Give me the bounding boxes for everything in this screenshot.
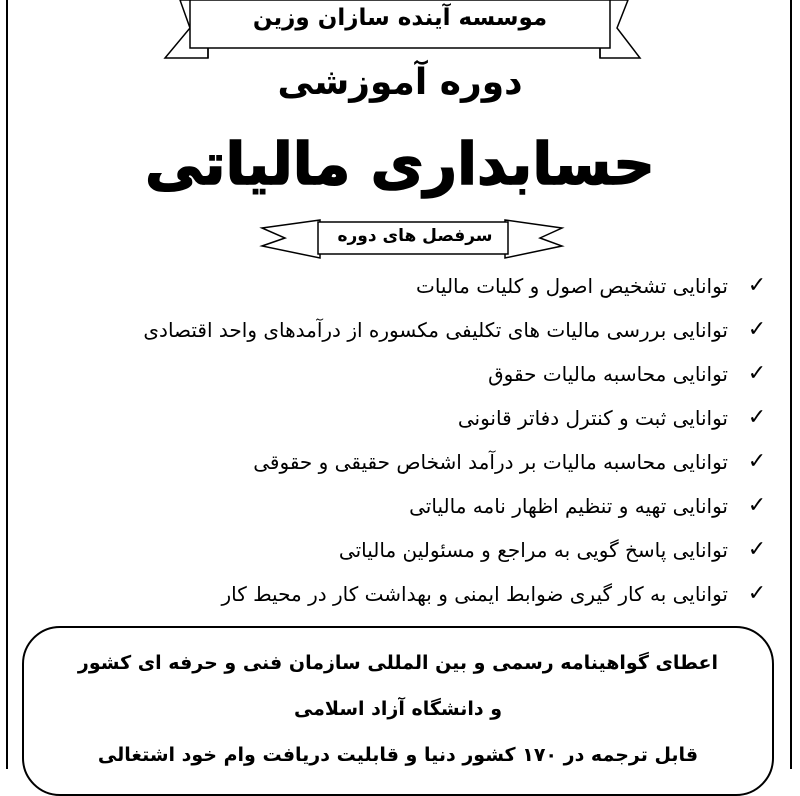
list-item (32, 572, 772, 616)
check-mark-icon: ✓ (747, 449, 767, 474)
headings-label: سرفصل های دوره (337, 226, 493, 246)
headings-ribbon-right-tail (505, 220, 562, 258)
list-item (32, 440, 772, 484)
list-item (32, 396, 772, 440)
topic-text: توانایی ثبت و کنترل دفاتر قانونی (457, 406, 728, 430)
check-mark-icon: ✓ (747, 581, 767, 606)
check-mark-icon: ✓ (747, 361, 767, 386)
check-mark-icon: ✓ (747, 493, 767, 518)
topic-text: توانایی پاسخ گویی به مراجع و مسئولین مالیاتی (338, 538, 728, 562)
topics-list (32, 264, 772, 616)
course-title: حسابداری مالیاتی (145, 130, 655, 198)
list-item (32, 352, 772, 396)
course-type: دوره آموزشی (277, 62, 523, 103)
check-mark-icon: ✓ (747, 273, 767, 298)
check-mark-icon: ✓ (747, 317, 767, 342)
list-item (32, 484, 772, 528)
topic-text: توانایی بررسی مالیات های تکلیفی مکسوره از درآمدهای واحد اقتصادی (143, 318, 728, 342)
check-mark-icon: ✓ (747, 405, 767, 430)
topic-text: توانایی محاسبه مالیات حقوق (488, 362, 728, 386)
certificate-line-2: و دانشگاه آزاد اسلامی (293, 698, 503, 720)
certificate-box (22, 626, 774, 796)
topic-text: توانایی تهیه و تنظیم اظهار نامه مالیاتی (409, 494, 728, 518)
list-item (32, 308, 772, 352)
certificate-line-3: قابل ترجمه در ۱۷۰ کشور دنیا و قابلیت دریافت وام خود اشتغالی (97, 744, 699, 766)
topic-text: توانایی محاسبه مالیات بر درآمد اشخاص حقیقی و حقوقی (253, 450, 728, 474)
topic-text: توانایی تشخیص اصول و کلیات مالیات (415, 274, 728, 298)
check-mark-icon: ✓ (747, 537, 767, 562)
organization-name: موسسه آینده سازان وزین (252, 5, 548, 31)
topic-text: توانایی به کار گیری ضوابط ایمنی و بهداشت کار در محیط کار (221, 582, 728, 606)
list-item (32, 264, 772, 308)
list-item (32, 528, 772, 572)
certificate-line-1: اعطای گواهینامه رسمی و بین المللی سازمان فنی و حرفه ای کشور (77, 652, 719, 674)
headings-ribbon-left-tail (262, 220, 320, 258)
